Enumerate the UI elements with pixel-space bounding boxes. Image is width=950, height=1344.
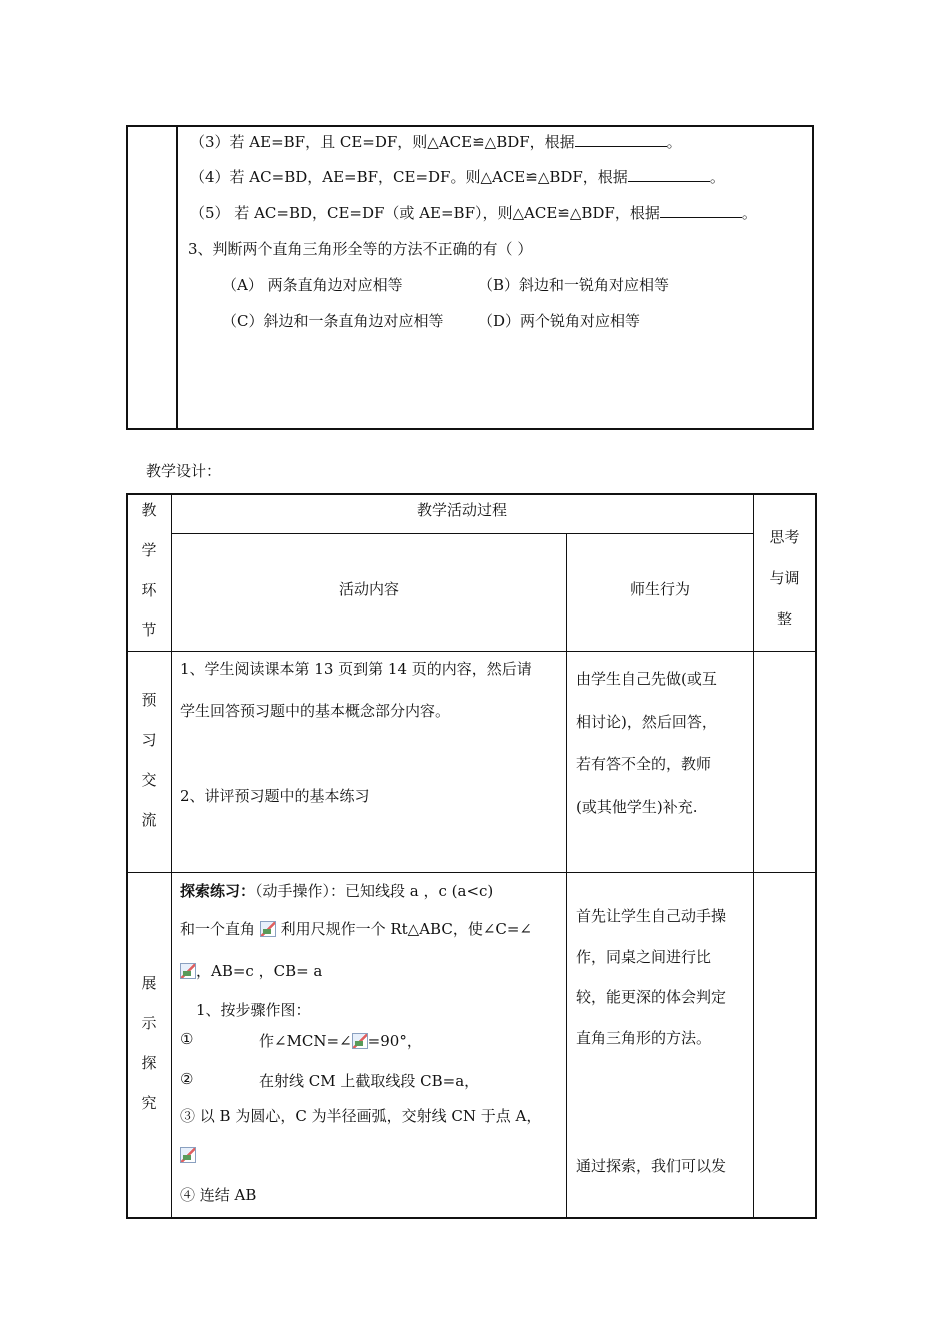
step4: ④ 连结 AB	[180, 1186, 257, 1204]
header-reflection-line: 与调	[769, 569, 800, 587]
broken-image-icon	[352, 1033, 368, 1049]
table-line-col2	[566, 533, 567, 1219]
header-reflection-line: 整	[776, 610, 792, 628]
row1-content-line1: 1、学生阅读课本第 13 页到第 14 页的内容，然后请	[180, 660, 532, 678]
broken-image-icon	[260, 921, 276, 937]
answer-blank-3[interactable]	[575, 132, 667, 147]
stage-preview-char: 习	[141, 731, 157, 749]
step2: 在射线 CM 上截取线段 CB=a，	[259, 1072, 480, 1090]
row1-behavior-line: 相讨论)，然后回答，	[576, 712, 717, 731]
row1-behavior-line: 由学生自己先做(或互	[576, 670, 717, 688]
explore-line2-post: 利用尺规作一个 Rt△ABC，使∠C=∠	[280, 920, 532, 938]
table-line-header-split	[171, 533, 753, 534]
option-c: （C）斜边和一条直角边对应相等	[222, 312, 444, 330]
exercise-item-5-text: （5） 若 AC=BD，CE=DF（或 AE=BF），则△ACE≌△BDF，根据	[190, 204, 660, 222]
exercise-item-5-end: 。	[741, 204, 757, 222]
row1-behavior-line: 若有答不全的，教师	[576, 755, 712, 773]
stage-preview-char: 预	[141, 691, 157, 709]
stage-preview	[127, 689, 171, 849]
row2-behavior-line: 首先让学生自己动手操	[576, 907, 727, 925]
explore-line3-text: ，AB=c ，CB= a	[196, 962, 323, 980]
header-stage-char: 节	[141, 621, 157, 639]
exercise-box-divider	[176, 125, 178, 430]
table-border-bottom	[126, 1217, 816, 1219]
step3-figure	[180, 1146, 196, 1164]
row2-behavior	[576, 896, 726, 1058]
table-border-top	[126, 493, 816, 495]
step1-number: ①	[180, 1030, 194, 1048]
option-a: （A） 两条直角边对应相等	[222, 276, 403, 294]
answer-blank-5[interactable]	[660, 203, 742, 218]
exercise-item-4	[190, 166, 725, 187]
explore-line1	[180, 880, 493, 901]
row1-content-line2: 学生回答预习题中的基本概念部分内容。	[180, 702, 451, 720]
explore-line2	[180, 918, 532, 939]
row2-behavior-continued: 通过探索，我们可以发	[576, 1157, 727, 1175]
exercise-item-4-end: 。	[709, 168, 725, 186]
header-activity-process: 教学活动过程	[416, 501, 507, 519]
step1-pre: 作∠MCN=∠	[259, 1032, 352, 1050]
table-border-right	[815, 493, 817, 1219]
header-stage-char: 教	[141, 501, 157, 519]
section-title: 教学设计：	[146, 462, 222, 480]
explore-title: 探索练习：	[180, 882, 256, 900]
header-stage-char: 环	[141, 581, 157, 599]
broken-image-icon	[180, 963, 196, 979]
header-reflection-line: 思考	[769, 528, 800, 546]
header-teacher-student: 师生行为	[629, 580, 690, 598]
option-b: （B）斜边和一锐角对应相等	[478, 276, 670, 294]
row2-behavior-line: 作，同桌之间进行比	[576, 947, 712, 966]
table-line-row2-top	[126, 872, 816, 873]
exercise-item-4-text: （4）若 AC=BD，AE=BF，CE=DF。则△ACE≌△BDF，根据	[190, 168, 628, 186]
stage-explore	[127, 972, 171, 1132]
exercise-item-3-text: （3）若 AE=BF，且 CE=DF，则△ACE≌△BDF，根据	[190, 133, 575, 151]
row2-behavior-line: 直角三角形的方法。	[576, 1028, 712, 1047]
row1-behavior	[576, 658, 717, 828]
stage-explore-char: 展	[141, 974, 157, 992]
question-3: 3、判断两个直角三角形全等的方法不正确的有（ ）	[188, 240, 533, 258]
stage-preview-char: 流	[141, 811, 157, 829]
exercise-item-5	[190, 202, 757, 223]
explore-description: （动手操作）：已知线段 a ，c (a<c)	[255, 882, 494, 900]
explore-line2-pre: 和一个直角	[180, 920, 256, 938]
header-stage-char: 学	[141, 541, 157, 559]
header-stage	[127, 499, 171, 659]
exercise-item-3-end: 。	[666, 133, 682, 151]
row1-content-line3: 2、讲评预习题中的基本练习	[180, 787, 370, 805]
broken-image-icon	[180, 1147, 196, 1163]
header-activity-content: 活动内容	[338, 580, 399, 598]
table-line-col1	[171, 493, 172, 1219]
exercise-item-3	[190, 131, 682, 152]
stage-explore-char: 究	[141, 1094, 157, 1112]
step1-post: =90°，	[367, 1032, 422, 1050]
step2-number: ②	[180, 1070, 194, 1088]
step1	[259, 1030, 422, 1051]
step-title: 1、按步骤作图：	[196, 1001, 311, 1019]
stage-preview-char: 交	[141, 771, 157, 789]
stage-explore-char: 示	[141, 1014, 157, 1032]
step3: ③ 以 B 为圆心，C 为半径画弧，交射线 CN 于点 A，	[180, 1107, 542, 1125]
option-d: （D）两个锐角对应相等	[478, 312, 641, 330]
stage-explore-char: 探	[141, 1054, 157, 1072]
table-line-row1-top	[126, 651, 816, 652]
answer-blank-4[interactable]	[628, 167, 710, 182]
header-reflection	[754, 517, 815, 640]
row1-behavior-line: (或其他学生)补充.	[576, 797, 698, 816]
explore-line3	[180, 960, 322, 981]
row2-behavior-line: 较，能更深的体会判定	[576, 988, 727, 1006]
